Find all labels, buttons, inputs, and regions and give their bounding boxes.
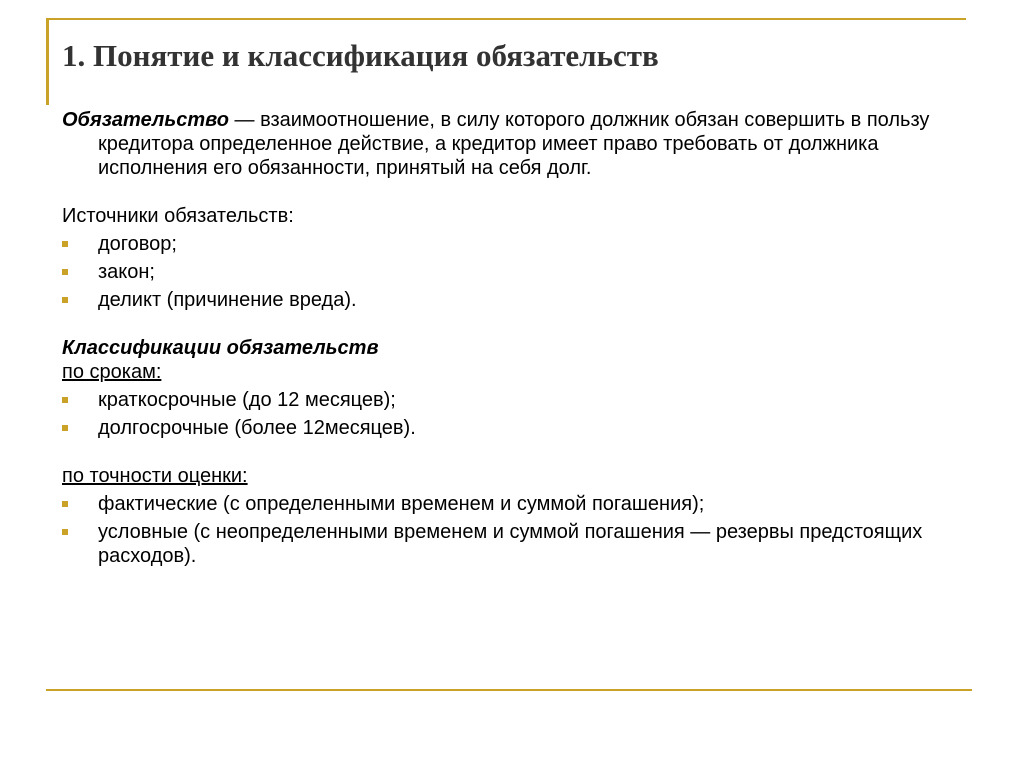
- bullet-square-icon: [62, 425, 68, 431]
- list-item: договор;: [62, 232, 962, 256]
- bullet-square-icon: [62, 269, 68, 275]
- definition-term: Обязательство: [62, 109, 229, 131]
- title-frame-top-line: [46, 18, 966, 20]
- by-accuracy-label: по точности оценки:: [62, 465, 248, 487]
- bullet-square-icon: [62, 241, 68, 247]
- footer-divider-line: [46, 689, 972, 691]
- bullet-square-icon: [62, 397, 68, 403]
- by-term-label: по срокам:: [62, 361, 162, 383]
- slide-content: [62, 108, 962, 568]
- bullet-square-icon: [62, 297, 68, 303]
- list-item: деликт (причинение вреда).: [62, 288, 962, 312]
- classification-heading: Классификации обязательств: [62, 337, 379, 359]
- bullet-square-icon: [62, 501, 68, 507]
- sources-heading: Источники обязательств:: [62, 205, 294, 227]
- list-item: долгосрочные (более 12месяцев).: [62, 416, 962, 440]
- list-item: краткосрочные (до 12 месяцев);: [62, 388, 962, 412]
- slide-title: 1. Понятие и классификация обязательств: [62, 38, 659, 73]
- list-item: закон;: [62, 260, 962, 284]
- definition-text: — взаимоотношение, в силу которого должник обязан совершить в пользу кредитора определенное действие, а кредитор имеет право требовать от должника исполнения его обязанности, принятый на себя долг.: [98, 109, 930, 179]
- list-item: условные (с неопределенными временем и суммой погашения — резервы предстоящих расходов).: [62, 520, 962, 568]
- bullet-square-icon: [62, 529, 68, 535]
- title-frame-left-line: [46, 18, 49, 105]
- list-item: фактические (с определенными временем и суммой погашения);: [62, 492, 962, 516]
- definition-paragraph: [62, 108, 962, 180]
